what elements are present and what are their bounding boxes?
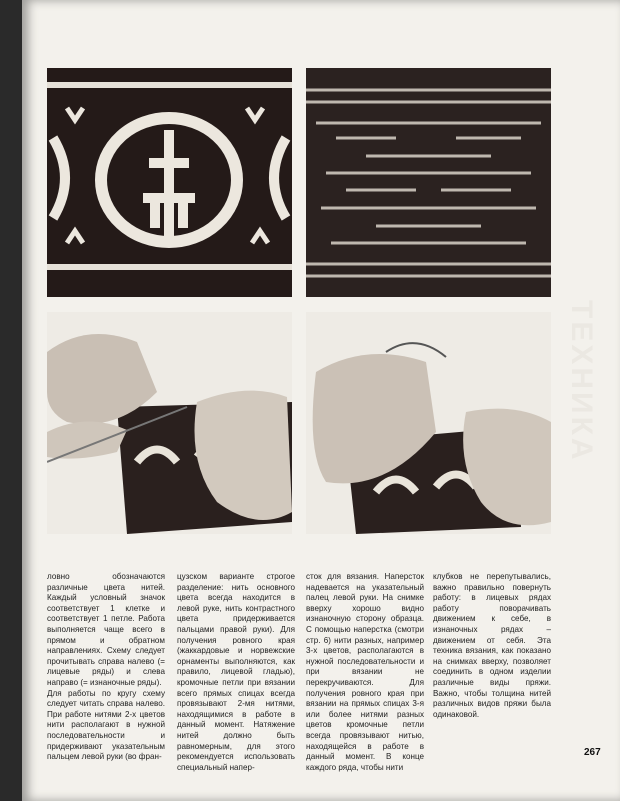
text-column-3: сток для вязания. Наперсток надевается на указательный палец левой руки. На снимке вверху хорошо видно изнаночную сторону образца. С помощью наперстка (смотри стр. 6) нити разных, например 3-х цветов, располагаются в нужной последовательности и при вязании не перекручиваются. Для получения ровного края при вязании на прямых спицах 3-я или более нитями разных цветов кромочные петли всегда провязывают нитью, находящейся в работе в данный момент. В конце каждого ряда, чтобы нити [306,572,424,772]
hands-knitting-photo-left [47,312,292,534]
page-number: 267 [584,747,601,758]
text-column-4: клубков не перепутывались, важно правильно повернуть работу: в лицевых рядах работу поворачивать движением к себе, в изнаночных рядах – движением от себя. Эта техника вязания, как показано на снимках вверху, позволяет соединить в одном изделии различные виды пряжи. Важно, чтобы толщина нитей различных видов пряжи была одинаковой. [433,572,551,719]
text-column-1: ловно обозначаются различные цвета нитей. Каждый условный значок соответствует 1 клетке и соответствует 1 петле. Работа выполняется чаще всего в прямом и обратном направлениях. Схему следует прочитывать справа налево (= лицевые ряды) и слева направо (= изнаночные ряды). Для работы по кругу схему следует читать справа налево. При работе нитями 2-х цветов нити располагают в нужной последовательности и придерживают указательным пальцем левой руки (во фран- [47,572,165,762]
text-column-2: цузском варианте строгое разделение: нить основного цвета всегда находится в левой руке, нить контрастного цвета придерживается пальцами правой руки). Для получения ровного края (жаккардовые и норвежские орнаменты выполняются, как правило, лицевой гладью), кромочные петли при вязании всего прямых спицах всегда провязывают 2-мя нитями, находящимися в работе в данный момент. Натяжение нитей должно быть равномерным, для этого рекомендуется использовать специальный напер- [177,572,295,772]
knit-back-photo [306,68,551,297]
knit-front-photo [47,68,292,297]
magazine-page [22,0,620,801]
side-section-title: ТЕХНИКА [565,300,598,463]
hands-knitting-photo-right [306,312,551,534]
